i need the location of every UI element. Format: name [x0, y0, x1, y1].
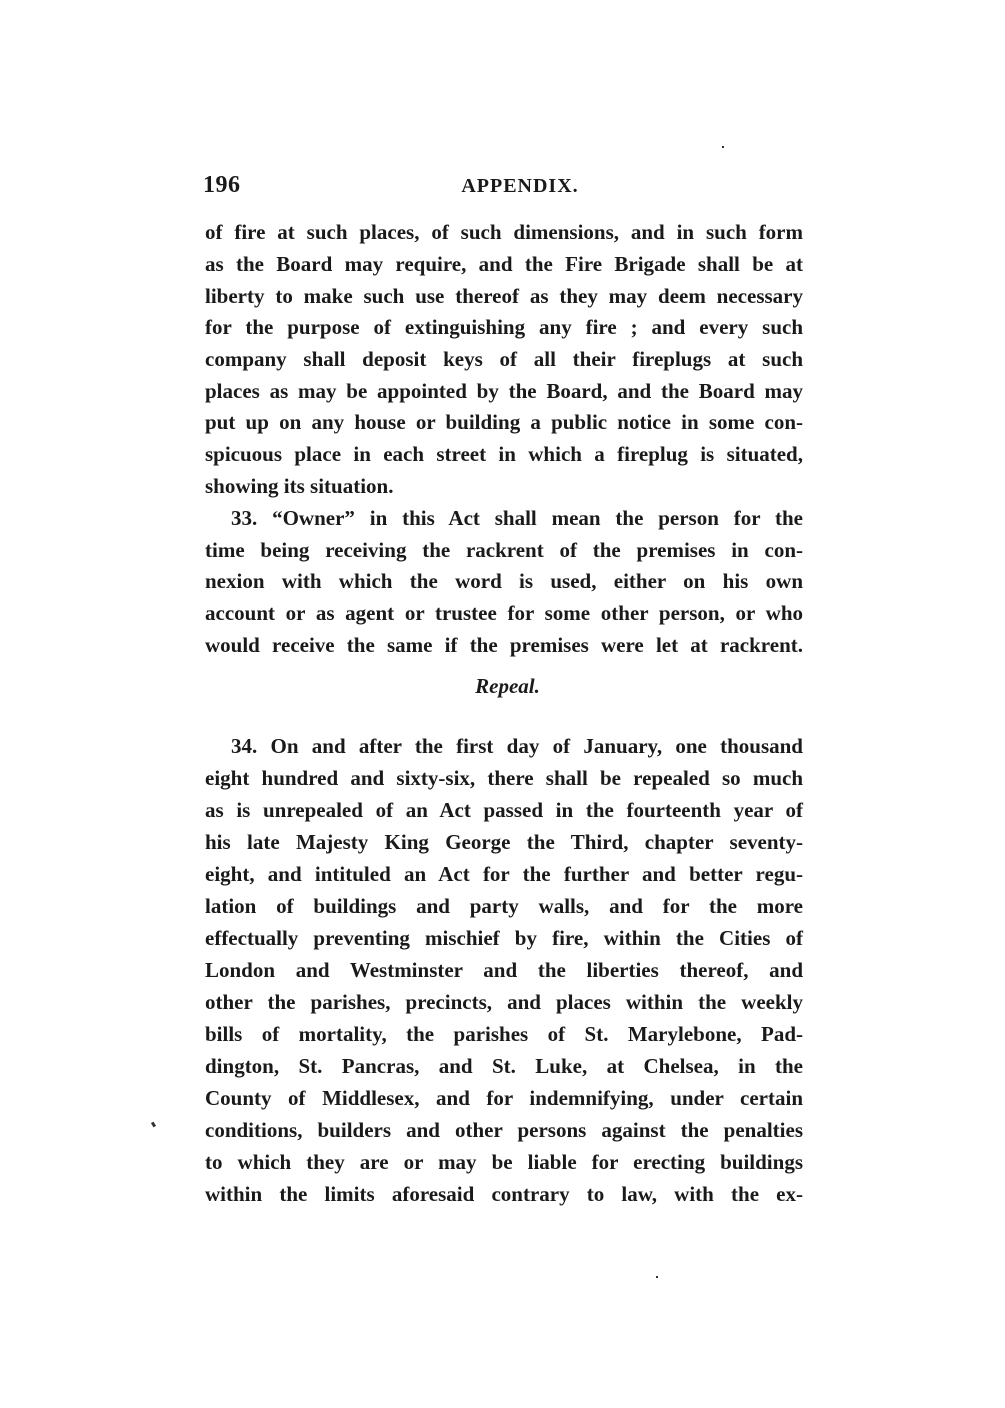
- text-line: spicuous place in each street in which a fireplug is situated,: [205, 442, 803, 466]
- scan-speck: [656, 1276, 658, 1278]
- paragraph-start-line: 33. “Owner” in this Act shall mean the person for the: [231, 506, 803, 530]
- text-line: put up on any house or building a public notice in some con-: [205, 410, 803, 434]
- section-heading: Repeal.: [475, 674, 540, 698]
- text-line: company shall deposit keys of all their fireplugs at such: [205, 347, 803, 371]
- text-line: his late Majesty King George the Third, chapter seventy-: [205, 830, 803, 854]
- scan-speck: [722, 146, 724, 148]
- text-line: London and Westminster and the liberties thereof, and: [205, 958, 803, 982]
- text-line: County of Middlesex, and for indemnifying, under certain: [205, 1086, 803, 1110]
- text-line: eight, and intituled an Act for the further and better regu-: [205, 862, 803, 886]
- text-line: to which they are or may be liable for erecting buildings: [205, 1150, 803, 1174]
- text-line: dington, St. Pancras, and St. Luke, at Chelsea, in the: [205, 1054, 803, 1078]
- text-line: places as may be appointed by the Board, and the Board may: [205, 379, 803, 403]
- text-line: lation of buildings and party walls, and for the more: [205, 894, 803, 918]
- text-line: other the parishes, precincts, and places within the weekly: [205, 990, 803, 1014]
- text-line: eight hundred and sixty-six, there shall be repealed so much: [205, 766, 803, 790]
- scan-speck: [151, 1122, 156, 1128]
- running-head: APPENDIX.: [461, 175, 579, 197]
- text-line: of fire at such places, of such dimensions, and in such form: [205, 220, 803, 244]
- text-line: within the limits aforesaid contrary to law, with the ex-: [205, 1182, 803, 1206]
- text-line: effectually preventing mischief by fire, within the Cities of: [205, 926, 803, 950]
- text-line: nexion with which the word is used, either on his own: [205, 569, 803, 593]
- text-line: showing its situation.: [205, 474, 394, 498]
- text-line: would receive the same if the premises were let at rackrent.: [205, 633, 803, 657]
- text-line: as is unrepealed of an Act passed in the fourteenth year of: [205, 798, 803, 822]
- page-number: 196: [203, 172, 241, 198]
- text-line: account or as agent or trustee for some other person, or who: [205, 601, 803, 625]
- paragraph-start-line: 34. On and after the first day of January, one thousand: [231, 734, 803, 758]
- text-line: for the purpose of extinguishing any fire ; and every such: [205, 315, 803, 339]
- text-line: liberty to make such use thereof as they may deem necessary: [205, 284, 803, 308]
- text-line: bills of mortality, the parishes of St. Marylebone, Pad-: [205, 1022, 803, 1046]
- text-line: as the Board may require, and the Fire Brigade shall be at: [205, 252, 803, 276]
- text-line: time being receiving the rackrent of the premises in con-: [205, 538, 803, 562]
- text-line: conditions, builders and other persons against the penalties: [205, 1118, 803, 1142]
